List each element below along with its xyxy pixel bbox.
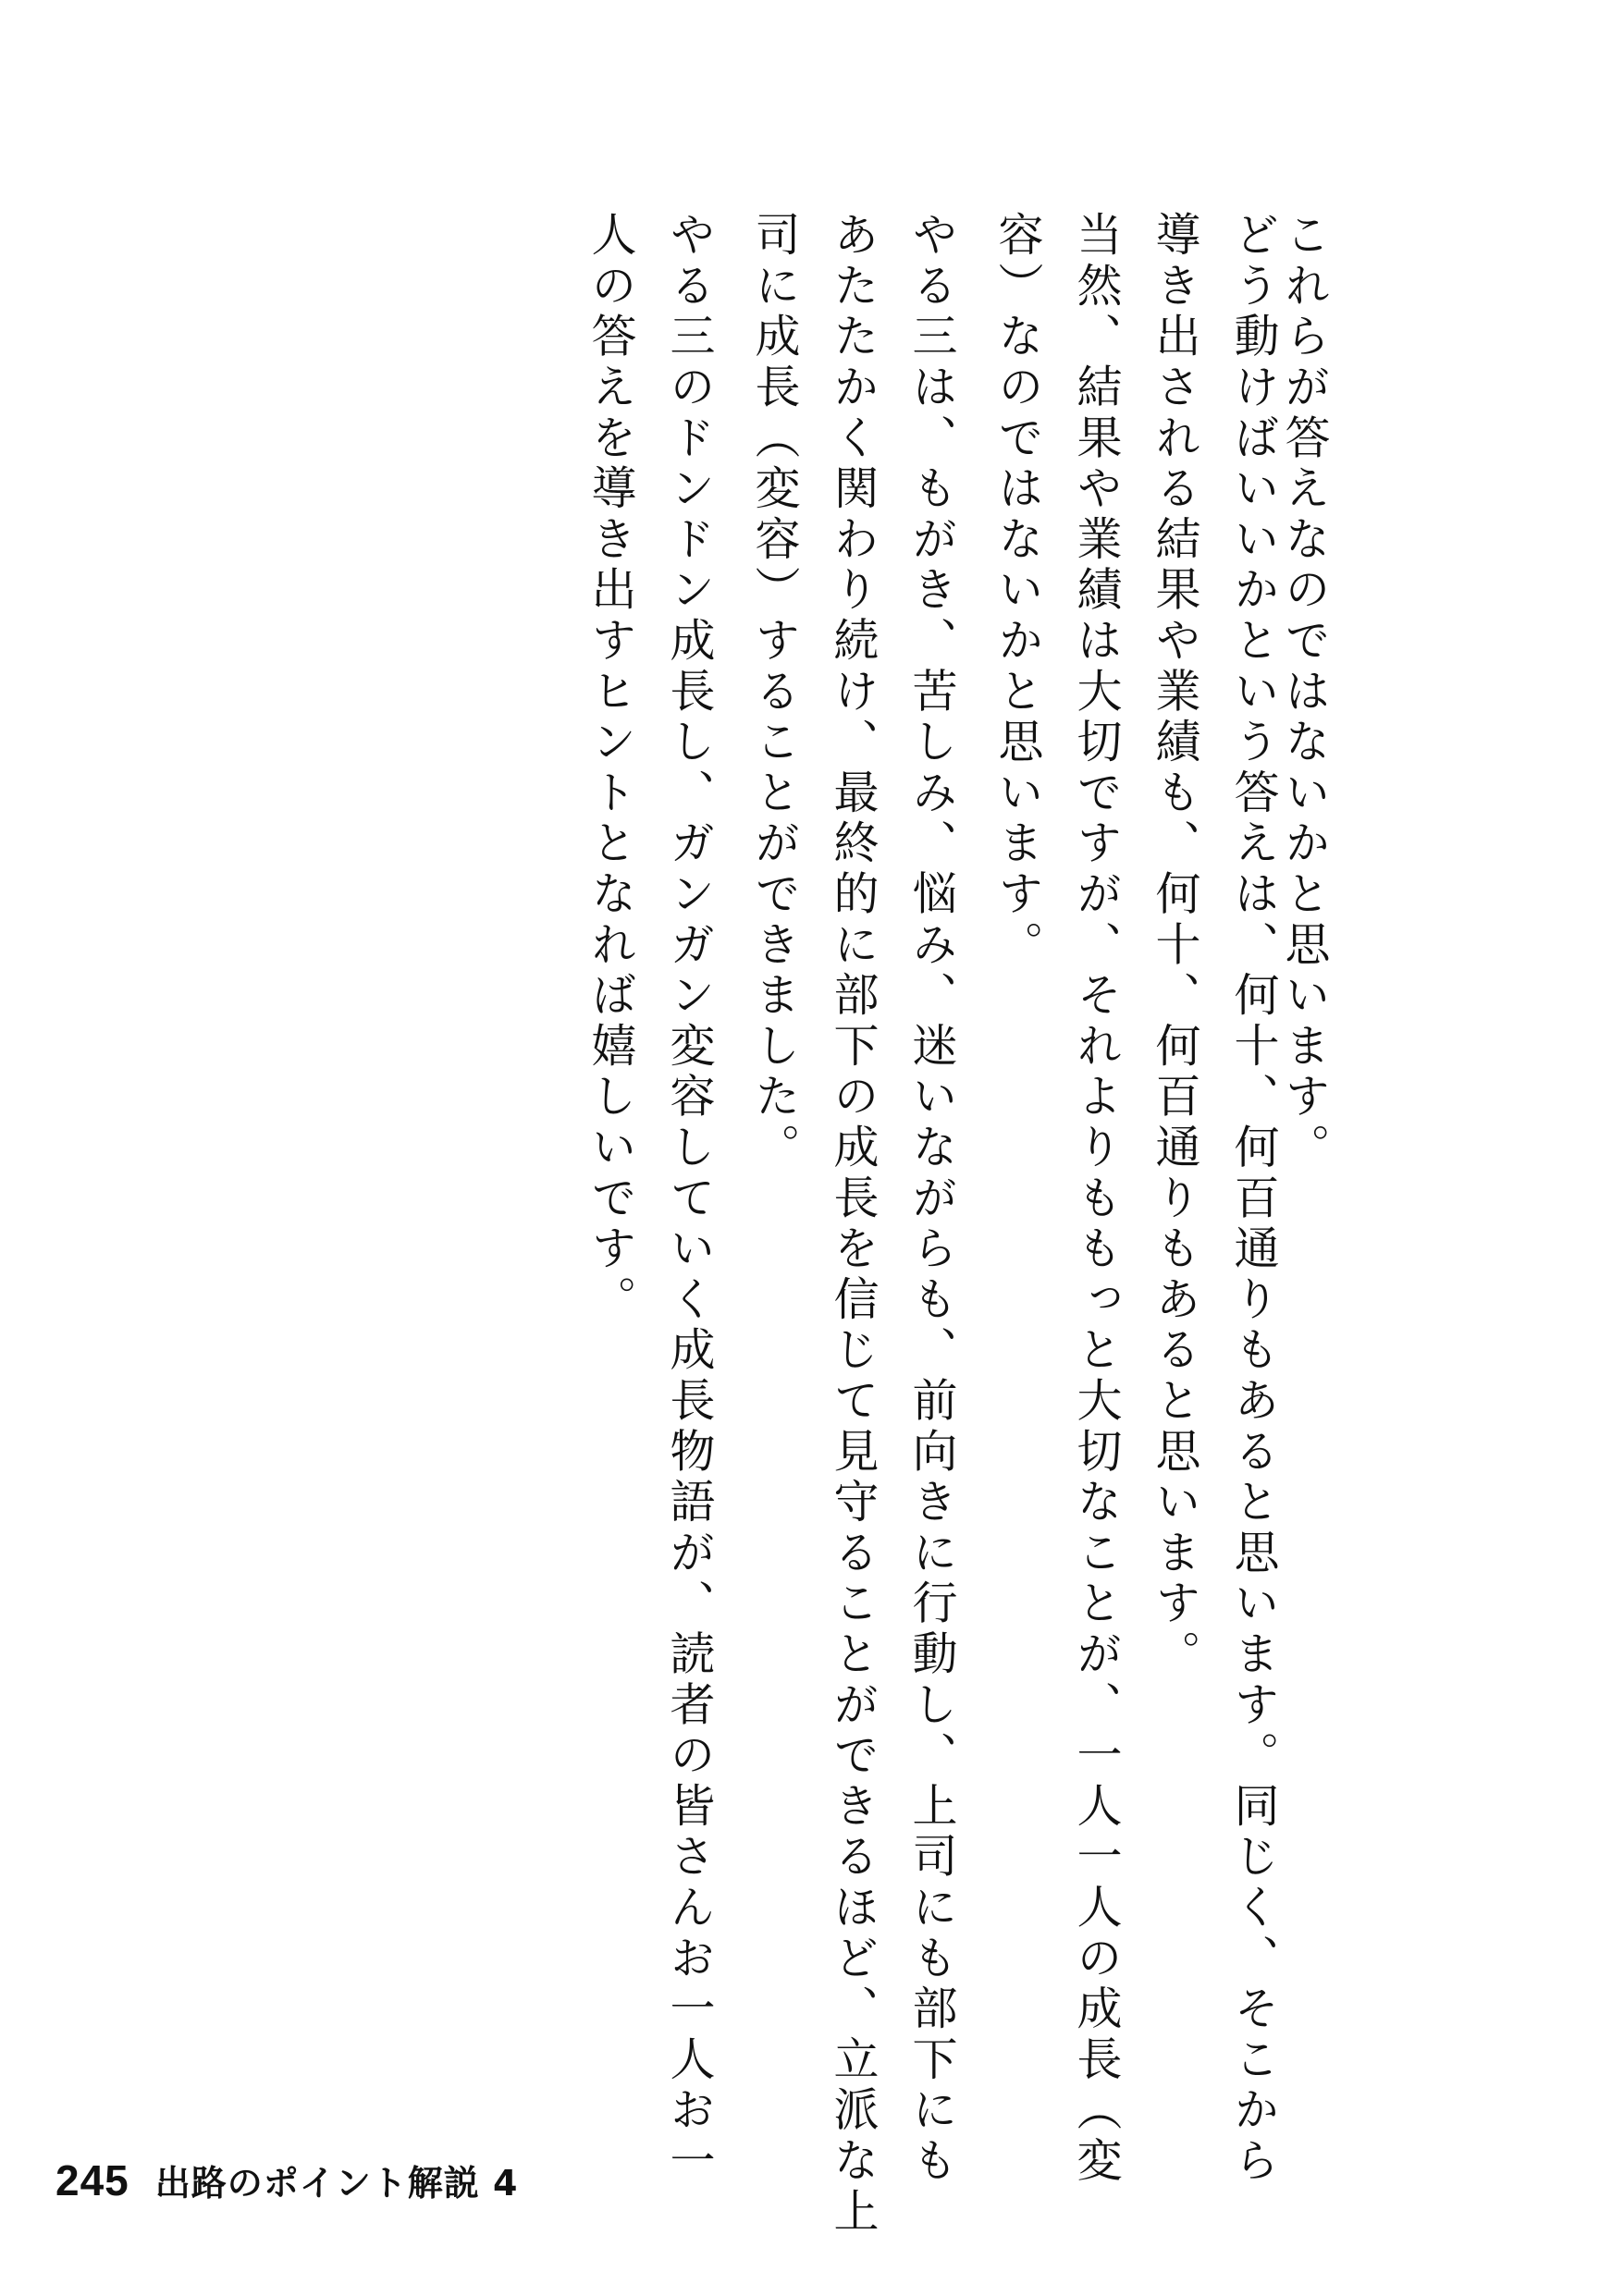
text-line-2: どう動けばいいかという答えは、何十、何百通りもあると思います。同じく、そこから xyxy=(1227,211,1280,2188)
page-number: 245 xyxy=(55,2156,129,2204)
text-line-3: 導き出される結果や業績も、何十、何百通りもあると思います。 xyxy=(1149,211,1201,1681)
text-line-10: 人の答えを導き出すヒントとなれば嬉しいです。 xyxy=(584,211,637,1326)
text-line-6: やる三は、もがき、苦しみ、悩み、迷いながらも、前向きに行動し、上司にも部下にも xyxy=(905,211,958,2188)
text-line-4: 当然、結果や業績は大切ですが、それよりももっと大切なことが、一人一人の成長（変 xyxy=(1070,211,1123,2188)
text-line-8: 司に成長（変容）することができました。 xyxy=(748,211,801,1174)
text-line-7: あたたかく関わり続け、最終的に部下の成長を信じて見守ることができるほど、立派な上 xyxy=(827,211,880,2238)
text-line-1: これらが答えなのではないかと思います。 xyxy=(1278,211,1331,1174)
text-line-5: 容）なのではないかと思います。 xyxy=(991,211,1044,971)
section-title: 出路のポイント解説 4 xyxy=(154,2163,519,2204)
text-line-9: やる三のドンドン成長し、ガンガン変容していく成長物語が、読者の皆さんお一人お一 xyxy=(663,211,716,2188)
page-footer xyxy=(55,2155,518,2219)
